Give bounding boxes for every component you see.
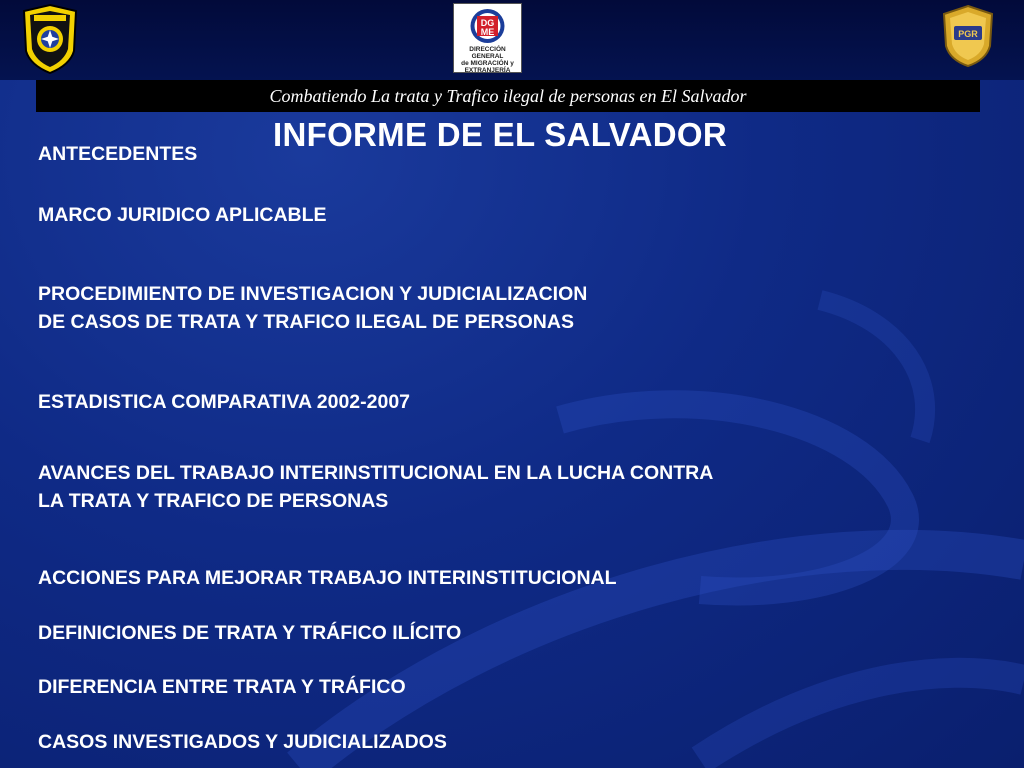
list-item-estadistica (38, 388, 410, 416)
header-banner (36, 80, 980, 112)
page-title: INFORME DE EL SALVADOR (273, 116, 727, 153)
list-item-line: AVANCES DEL TRABAJO INTERINSTITUCIONAL EN LA LUCHA CONTRA (38, 462, 714, 484)
list-item-antecedentes (38, 140, 197, 168)
list-item-definiciones (38, 619, 461, 647)
dgme-logo-icon (453, 3, 522, 73)
dgme-line-1: DIRECCIÓN GENERAL (469, 46, 506, 60)
gold-shield-badge-icon (940, 4, 996, 68)
list-item-line: CASOS INVESTIGADOS Y JUDICIALIZADOS (38, 731, 447, 753)
list-item-avances (38, 459, 713, 515)
dgme-caption (454, 46, 521, 74)
list-item-casos (38, 728, 447, 756)
list-item-marco-juridico (38, 201, 327, 229)
list-item-line: ANTECEDENTES (38, 143, 198, 165)
banner-text: Combatiendo La trata y Trafico ilegal de personas en El Salvador (269, 86, 747, 106)
svg-text:DG: DG (480, 18, 495, 28)
list-item-line-2: DE CASOS DE TRATA Y TRAFICO ILEGAL DE PERSONAS (38, 311, 574, 333)
list-item-diferencia (38, 673, 406, 701)
list-item-line: DIFERENCIA ENTRE TRATA Y TRÁFICO (38, 676, 406, 698)
dgme-line-3: EXTRANJERÍA (464, 67, 511, 74)
svg-text:ME: ME (480, 27, 495, 37)
list-item-acciones (38, 564, 617, 592)
dgme-emblem-icon (460, 8, 515, 44)
list-item-line: PROCEDIMIENTO DE INVESTIGACION Y JUDICIALIZACION (38, 283, 588, 305)
svg-text:PGR: PGR (958, 29, 978, 39)
list-item-procedimiento (38, 280, 587, 336)
list-item-line: MARCO JURIDICO APLICABLE (38, 204, 327, 226)
list-item-line: ACCIONES PARA MEJORAR TRABAJO INTERINSTITUCIONAL (38, 567, 617, 589)
police-badge-icon (20, 3, 80, 75)
dgme-line-2: de MIGRACIÓN y (461, 60, 514, 67)
list-item-line-2: LA TRATA Y TRAFICO DE PERSONAS (38, 490, 389, 512)
list-item-line: DEFINICIONES DE TRATA Y TRÁFICO ILÍCITO (38, 622, 462, 644)
list-item-line: ESTADISTICA COMPARATIVA 2002-2007 (38, 391, 411, 413)
